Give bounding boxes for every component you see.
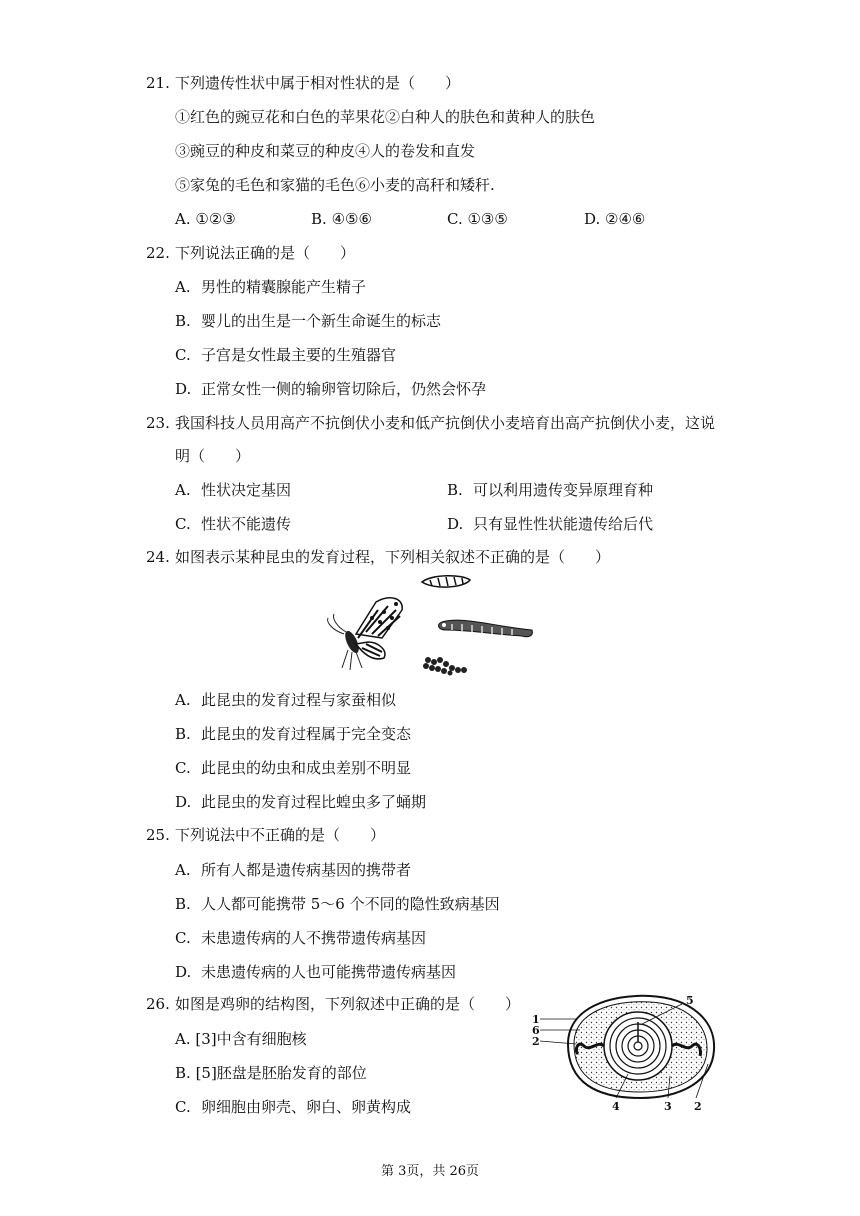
question-23-option-c[interactable]	[175, 514, 291, 534]
option-text: 此昆虫的发育过程与家蚕相似	[201, 691, 397, 709]
option-text: ④⑤⑥	[331, 210, 372, 228]
option-label: A.	[175, 861, 191, 879]
option-label: C.	[175, 1098, 191, 1116]
option-label: D.	[175, 963, 192, 981]
question-22-option-d[interactable]	[175, 379, 486, 399]
question-23-stem: 我国科技人员用高产不抗倒伏小麦和低产抗倒伏小麦培育出高产抗倒伏小麦，这说	[175, 414, 716, 432]
option-label: C.	[175, 346, 191, 364]
option-text: 未患遗传病的人也可能携带遗传病基因	[201, 963, 457, 981]
option-label: B.	[447, 481, 463, 499]
option-label: A.	[175, 1030, 196, 1048]
option-text: [3]中含有细胞核	[195, 1030, 307, 1048]
question-26-option-c[interactable]	[175, 1097, 411, 1117]
option-text: 性状决定基因	[201, 481, 292, 499]
question-24-option-c[interactable]	[175, 758, 411, 778]
egg-label-2-left: 2	[532, 1035, 540, 1048]
butterfly-adult-image	[328, 598, 403, 670]
option-label: C.	[175, 515, 191, 533]
question-25-option-c[interactable]	[175, 928, 426, 948]
option-label: B.	[175, 725, 191, 743]
option-text: 可以利用遗传变异原理育种	[473, 481, 654, 499]
question-23-option-a[interactable]	[175, 480, 291, 500]
option-label: C.	[175, 759, 191, 777]
egg-label-6: 6	[532, 1024, 540, 1037]
question-25-option-a[interactable]	[175, 860, 411, 880]
question-22-stem: 下列说法正确的是（ ）	[175, 244, 356, 262]
egg-label-4: 4	[612, 1100, 620, 1113]
question-26-option-b[interactable]	[175, 1063, 367, 1083]
option-label: A.	[175, 481, 191, 499]
egg-label-3: 3	[664, 1100, 672, 1113]
option-text: 性状不能遗传	[201, 515, 292, 533]
question-22-number: 22.	[146, 244, 170, 262]
option-text: 卵细胞由卵壳、卵白、卵黄构成	[201, 1098, 412, 1116]
option-text: 所有人都是遗传病基因的携带者	[201, 861, 412, 879]
question-26-number: 26.	[146, 995, 170, 1013]
option-label: A.	[175, 278, 191, 296]
question-24-option-b[interactable]	[175, 724, 411, 744]
option-label: B.	[311, 210, 332, 228]
question-21-option-c[interactable]	[447, 209, 508, 229]
option-label: A.	[175, 691, 191, 709]
option-label: C.	[175, 929, 191, 947]
question-22-option-c[interactable]	[175, 345, 396, 365]
question-21-option-d[interactable]	[584, 209, 645, 229]
option-label: A.	[175, 210, 196, 228]
question-21-option-a[interactable]	[175, 209, 236, 229]
larva-image	[439, 620, 533, 637]
option-label: D.	[447, 515, 464, 533]
option-text: [5]胚盘是胚胎发育的部位	[195, 1064, 367, 1082]
question-21-line-3: ⑤家兔的毛色和家猫的毛色⑥小麦的高秆和矮秆.	[175, 176, 495, 194]
option-text: ①②③	[195, 210, 236, 228]
question-22-option-a[interactable]	[175, 277, 366, 297]
question-24-stem: 如图表示某种昆虫的发育过程，下列相关叙述不正确的是（ ）	[175, 548, 611, 566]
question-24-number: 24.	[146, 548, 170, 566]
question-24-option-d[interactable]	[175, 792, 426, 812]
egg-label-5: 5	[686, 994, 694, 1007]
option-text: 此昆虫的幼虫和成虫差别不明显	[201, 759, 412, 777]
question-22-option-b[interactable]	[175, 311, 441, 331]
option-text: ②④⑥	[605, 210, 646, 228]
egg-structure-diagram	[530, 986, 722, 1116]
question-23-stem-continued: 明（ ）	[175, 447, 251, 465]
option-text: ①③⑤	[467, 210, 508, 228]
option-text: 未患遗传病的人不携带遗传病基因	[201, 929, 427, 947]
option-text: 人人都可能携带 5～6 个不同的隐性致病基因	[201, 895, 500, 913]
option-label: B.	[175, 312, 191, 330]
question-26-stem: 如图是鸡卵的结构图，下列叙述中正确的是（ ）	[175, 995, 521, 1013]
question-24-option-a[interactable]	[175, 690, 396, 710]
option-text: 只有显性性状能遗传给后代	[473, 515, 654, 533]
option-label: D.	[584, 210, 606, 228]
question-25-option-d[interactable]	[175, 962, 456, 982]
question-25-number: 25.	[146, 826, 170, 844]
question-21-stem: 下列遗传性状中属于相对性状的是（ ）	[175, 74, 461, 92]
option-text: 此昆虫的发育过程属于完全变态	[201, 725, 412, 743]
page-footer: 第 3页，共 26页	[380, 1164, 480, 1179]
question-26-option-a[interactable]	[175, 1029, 307, 1049]
question-23-number: 23.	[146, 414, 170, 432]
option-label: C.	[447, 210, 468, 228]
eggs-image	[423, 657, 467, 676]
insect-life-cycle-figure	[322, 572, 538, 680]
question-23-option-b[interactable]	[447, 480, 653, 500]
option-label: B.	[175, 1064, 196, 1082]
option-text: 子宫是女性最主要的生殖器官	[201, 346, 397, 364]
egg-label-1: 1	[532, 1013, 540, 1026]
question-21-line-1: ①红色的豌豆花和白色的苹果花②白种人的肤色和黄种人的肤色	[175, 108, 596, 126]
option-text: 正常女性一侧的输卵管切除后，仍然会怀孕	[201, 380, 487, 398]
question-21-number: 21.	[146, 74, 170, 92]
question-21-line-2: ③豌豆的种皮和菜豆的种皮④人的卷发和直发	[175, 142, 476, 160]
question-23-option-d[interactable]	[447, 514, 653, 534]
question-21-option-b[interactable]	[311, 209, 372, 229]
question-25-stem: 下列说法中不正确的是（ ）	[175, 826, 386, 844]
pupa-image	[422, 576, 470, 587]
option-label: B.	[175, 895, 191, 913]
option-text: 男性的精囊腺能产生精子	[201, 278, 367, 296]
option-text: 婴儿的出生是一个新生命诞生的标志	[201, 312, 442, 330]
option-label: D.	[175, 380, 192, 398]
option-label: D.	[175, 793, 192, 811]
yolk-shape	[604, 1012, 672, 1080]
option-text: 此昆虫的发育过程比蝗虫多了蛹期	[201, 793, 427, 811]
question-25-option-b[interactable]	[175, 894, 500, 914]
egg-label-2-bottom: 2	[694, 1100, 702, 1113]
